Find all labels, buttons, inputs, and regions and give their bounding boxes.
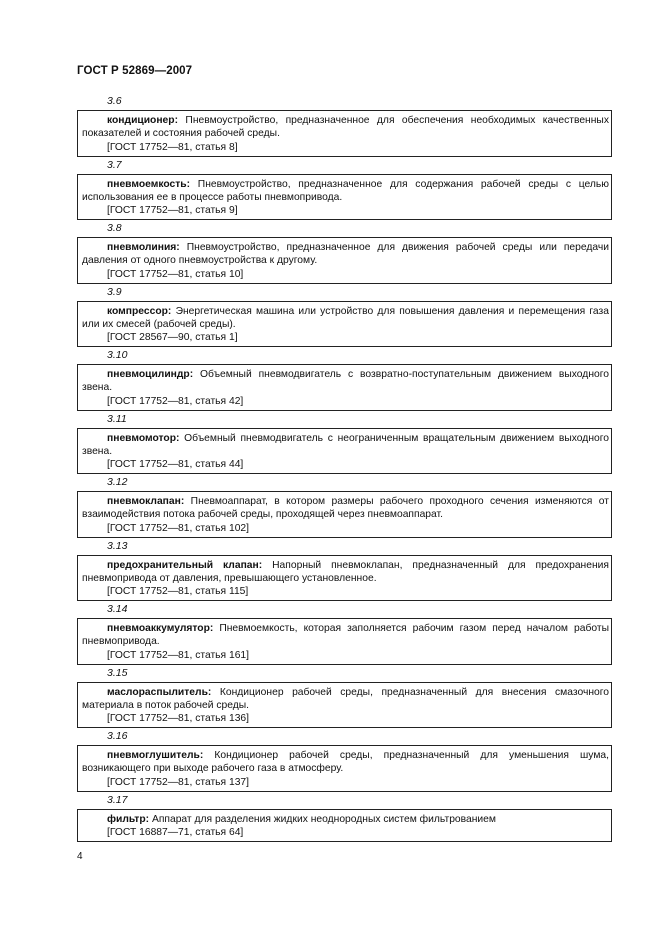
entry-box bbox=[77, 682, 612, 729]
entry-box bbox=[77, 745, 612, 792]
entry-reference: [ГОСТ 17752—81, статья 42] bbox=[107, 395, 244, 407]
entry-box bbox=[77, 237, 612, 284]
entry-number: 3.8 bbox=[107, 222, 122, 234]
entry-definition-text: Объемный пневмодвигатель с возвратно-поступательным движением выходного звена. bbox=[82, 369, 609, 394]
entry-definition bbox=[82, 178, 609, 205]
entry-term: пневмоцилиндр: bbox=[107, 369, 194, 380]
entry-term: маслораспылитель: bbox=[107, 686, 212, 698]
entry-definition-text: Пневмоустройство, предназначенное для содержания рабочей среды с целью использования ее в процессе работы пневмопривода. bbox=[82, 178, 609, 203]
entry-reference: [ГОСТ 17752—81, статья 9] bbox=[107, 205, 238, 217]
entry-definition-text: Аппарат для разделения жидких неоднородных систем фильтрованием bbox=[151, 813, 496, 825]
entry-number: 3.14 bbox=[107, 603, 128, 615]
entry-term: пневмоемкость: bbox=[107, 178, 191, 190]
entry-term: компрессор: bbox=[107, 305, 172, 317]
entry-number: 3.7 bbox=[107, 158, 122, 171]
entry-number: 3.11 bbox=[107, 412, 127, 425]
entry-definition bbox=[82, 114, 609, 141]
entry-box bbox=[77, 555, 612, 602]
entry-reference: [ГОСТ 17752—81, статья 115] bbox=[107, 586, 249, 598]
entry-definition bbox=[82, 749, 609, 776]
entry-box bbox=[77, 174, 612, 221]
entry-number: 3.12 bbox=[107, 476, 128, 488]
entry-reference: [ГОСТ 17752—81, статья 10] bbox=[107, 268, 244, 280]
entry-number: 3.10 bbox=[107, 349, 128, 361]
entry-definition bbox=[82, 813, 609, 826]
entry-reference: [ГОСТ 17752—81, статья 102] bbox=[107, 522, 250, 534]
entry-definition-text: Напорный пневмоклапан, предназначенный для предохранения пневмопривода от давления, превышающего установленное. bbox=[82, 559, 609, 584]
entry-box bbox=[77, 364, 612, 411]
entry-box bbox=[77, 491, 612, 538]
entry-definition-text: Пневмоустройство, предназначенное для обеспечения необходимых качественных показателей и состояния рабочей среды. bbox=[82, 115, 609, 140]
entry-reference: [ГОСТ 17752—81, статья 161] bbox=[107, 649, 250, 661]
term-entry bbox=[77, 666, 614, 730]
term-entry bbox=[77, 793, 614, 857]
entry-number: 3.17 bbox=[107, 793, 128, 806]
entry-definition-text: Кондиционер рабочей среды, предназначенный для внесения смазочного материала в поток рабочей среды. bbox=[82, 686, 609, 711]
entry-definition bbox=[82, 432, 609, 459]
terms-list bbox=[77, 94, 614, 856]
entry-definition-text: Объемный пневмодвигатель с неограниченным вращательным движением выходного звена. bbox=[82, 432, 609, 457]
document-header: ГОСТ Р 52869—2007 bbox=[77, 65, 193, 77]
entry-term: кондиционер: bbox=[107, 115, 179, 126]
entry-reference: [ГОСТ 17752—81, статья 137] bbox=[107, 776, 250, 788]
entry-box bbox=[77, 110, 612, 157]
entry-definition bbox=[82, 241, 609, 268]
term-entry bbox=[77, 475, 614, 539]
entry-definition-text: Пневмоемкость, которая заполняется рабочим газом перед началом работы пневмопривода. bbox=[82, 623, 609, 648]
entry-term: предохранительный клапан: bbox=[107, 559, 263, 571]
entry-definition-text: Пневмоаппарат, в котором размеры рабочего проходного сечения изменяются от взаимодействия потока рабочей среды, проходящей через пневмоаппарат. bbox=[82, 496, 609, 521]
term-entry bbox=[77, 285, 614, 349]
term-entry bbox=[77, 221, 614, 285]
term-entry bbox=[77, 348, 614, 412]
entry-term: фильтр: bbox=[107, 813, 150, 825]
page-number: 4 bbox=[77, 851, 83, 862]
entry-number: 3.15 bbox=[107, 666, 128, 679]
entry-definition bbox=[82, 495, 609, 522]
entry-box bbox=[77, 301, 612, 348]
entry-reference: [ГОСТ 17752—81, статья 136] bbox=[107, 713, 250, 725]
entry-definition bbox=[82, 622, 609, 649]
entry-definition-text: Энергетическая машина или устройство для повышения давления и перемещения газа или их смесей (рабочей среды). bbox=[82, 305, 609, 330]
entry-box bbox=[77, 618, 612, 665]
entry-reference: [ГОСТ 17752—81, статья 8] bbox=[107, 141, 238, 153]
entry-term: пневмомотор: bbox=[107, 432, 180, 444]
entry-number: 3.6 bbox=[107, 95, 122, 107]
entry-definition bbox=[82, 559, 609, 586]
entry-number: 3.13 bbox=[107, 539, 128, 552]
entry-term: пневмолиния: bbox=[107, 242, 180, 253]
entry-term: пневмоглушитель: bbox=[107, 750, 204, 761]
entry-reference: [ГОСТ 16887—71, статья 64] bbox=[107, 826, 244, 838]
entry-number: 3.9 bbox=[107, 285, 122, 298]
entry-box bbox=[77, 809, 612, 843]
entry-definition bbox=[82, 368, 609, 395]
term-entry bbox=[77, 729, 614, 793]
term-entry bbox=[77, 94, 614, 158]
entry-definition bbox=[82, 686, 609, 713]
entry-definition bbox=[82, 305, 609, 332]
entry-term: пневмоаккумулятор: bbox=[107, 623, 214, 634]
entry-term: пневмоклапан: bbox=[107, 496, 185, 507]
entry-number: 3.16 bbox=[107, 730, 128, 742]
entry-reference: [ГОСТ 17752—81, статья 44] bbox=[107, 459, 244, 471]
term-entry bbox=[77, 412, 614, 476]
term-entry bbox=[77, 539, 614, 603]
entry-reference: [ГОСТ 28567—90, статья 1] bbox=[107, 332, 238, 344]
term-entry bbox=[77, 158, 614, 222]
entry-box bbox=[77, 428, 612, 475]
entry-definition-text: Кондиционер рабочей среды, предназначенный для уменьшения шума, возникающего при выходе рабочего газа в атмосферу. bbox=[82, 750, 609, 775]
term-entry bbox=[77, 602, 614, 666]
entry-definition-text: Пневмоустройство, предназначенное для движения рабочей среды или передачи давления от одного пневмоустройства к другому. bbox=[82, 242, 609, 267]
